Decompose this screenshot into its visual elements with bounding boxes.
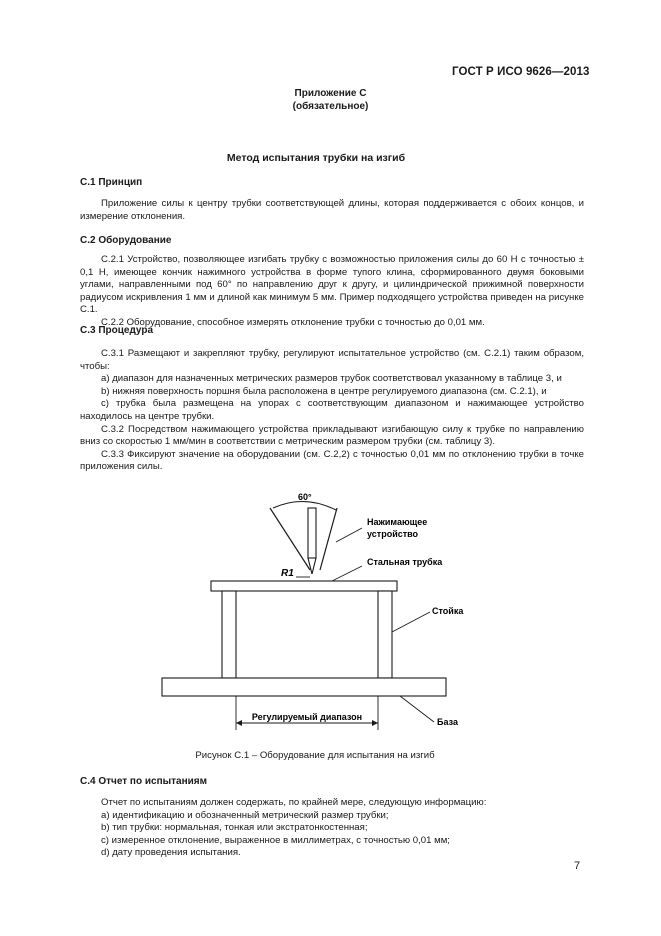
- angle-arc: [273, 501, 336, 510]
- c4-item-d: d) дату проведения испытания.: [101, 847, 241, 859]
- pusher-label-line1: Нажимающее: [367, 517, 428, 527]
- tube-label: Стальная трубка: [367, 557, 443, 567]
- post-right: [378, 591, 392, 678]
- annex-title: Приложение С: [294, 88, 367, 99]
- c3-item-c: c) трубка была размещена на упорах с соответствующим диапазоном и нажимающее устройство находилось на центре трубки.: [80, 398, 584, 422]
- base-plate: [162, 678, 446, 696]
- wedge-left-line: [270, 508, 310, 570]
- section-c4-heading: С.4 Отчет по испытаниям: [80, 776, 208, 787]
- section-c1-heading: С.1 Принцип: [80, 177, 143, 188]
- steel-tube: [211, 581, 397, 591]
- method-title: Метод испытания трубки на изгиб: [226, 152, 406, 164]
- range-label: Регулируемый диапазон: [251, 712, 363, 722]
- c4-item-a: a) идентификацию и обозначенный метрический размер трубки;: [101, 809, 389, 821]
- section-c3-heading: С.3 Процедура: [80, 325, 154, 336]
- post-left: [222, 591, 236, 678]
- base-leader: [400, 696, 434, 722]
- figure-bending-test-equipment: [150, 480, 490, 740]
- figure-caption: Рисунок С.1 – Оборудование для испытания на изгиб: [195, 750, 435, 761]
- range-arrow-left: [236, 720, 242, 726]
- c3-3-paragraph: С.3.3 Фиксируют значение на оборудовании (см. С.2,2) с точностью 0,01 мм по отклонению трубки в точке приложения силы.: [80, 448, 584, 473]
- range-arrow-right: [372, 720, 378, 726]
- pusher-stem: [308, 508, 316, 558]
- base-label: База: [437, 717, 458, 727]
- pusher-tip: [308, 558, 316, 574]
- section-c4-text: [80, 797, 584, 860]
- annex-status: (обязательное): [292, 101, 369, 112]
- c1-paragraph: Приложение силы к центру трубки соответствующей длины, которая поддерживается с обоих концов, и измерение отклонения.: [80, 198, 584, 222]
- section-c1-text: [80, 198, 584, 223]
- section-c2-text: [80, 254, 584, 330]
- c2-1-paragraph: С.2.1 Устройство, позволяющее изгибать трубку с возможностью приложения силы до 60 Н с точностью ± 0,1 Н, имеющее кончик нажимного устройства в форме тупого клина, сформированного двумя боковыми углами, направленными под 60° по направлению друг к другу, и цилиндрической прижимной поверхности радиусом искривления 1 мм и длиной как минимум 5 мм. Пример подходящего устройства приведен на рисунке С.1.: [80, 254, 584, 316]
- wedge-right-line: [320, 508, 337, 570]
- post-leader: [392, 612, 430, 632]
- c3-item-b: b) нижняя поверхность поршня была расположена в центре регулируемого диапазона (см. С.2.1), и: [101, 385, 547, 397]
- radius-label: R1: [281, 568, 294, 579]
- section-c2-heading: С.2 Оборудование: [80, 235, 172, 246]
- c4-item-b: b) тип трубки: нормальная, тонкая или экстратонкостенная;: [101, 822, 368, 834]
- c4-item-c: c) измеренное отклонение, выраженное в миллиметрах, с точностью 0,01 мм;: [101, 834, 450, 846]
- tube-leader: [332, 566, 362, 581]
- standard-designation: ГОСТ Р ИСО 9626—2013: [452, 66, 590, 78]
- pusher-label-line2: устройство: [367, 529, 419, 539]
- c2-2-paragraph: С.2.2 Оборудование, способное измерять отклонение трубки с точностью до 0,01 мм.: [101, 316, 485, 328]
- section-c3-text: [80, 348, 584, 474]
- page-number: 7: [574, 860, 581, 872]
- c4-intro: Отчет по испытаниям должен содержать, по крайней мере, следующую информацию:: [101, 797, 487, 808]
- angle-label: 60°: [298, 492, 312, 502]
- c3-item-a: a) диапазон для назначенных метрических размеров трубок соответствовал указанному в таблице 3, и: [101, 373, 562, 385]
- c3-2-paragraph: С.3.2 Посредством нажимающего устройства прикладывают изгибающую силу к трубке по направлению вниз со скоростью 1 мм/мин в соответствии с метрическим размером трубки (см. таблицу 3).: [80, 423, 584, 448]
- c3-1-paragraph: С.3.1 Размещают и закрепляют трубку, регулируют испытательное устройство (см. С.2.1) таким образом, чтобы:: [80, 348, 584, 372]
- post-label: Стойка: [432, 606, 464, 616]
- pusher-leader: [336, 528, 362, 542]
